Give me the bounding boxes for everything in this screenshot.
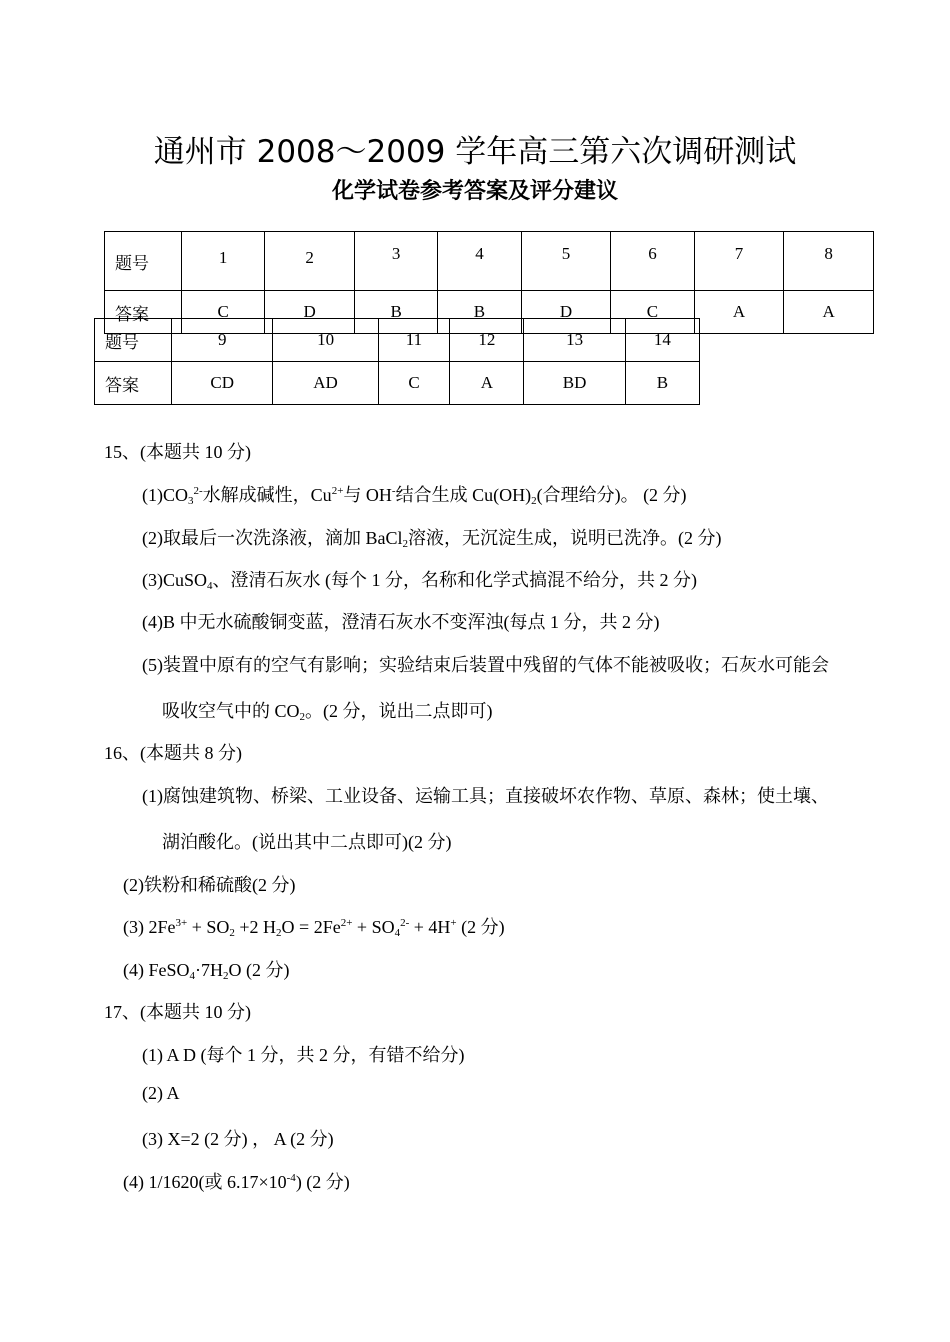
subscript: 4 [207,580,213,592]
subscript: 4 [189,970,195,982]
table-cell: 11 [378,319,450,362]
table-cell: AD [273,362,378,405]
table-cell: 7 [694,232,784,291]
question-16-part-1-continued: 湖泊酸化。(说出其中二点即可)(2 分) [162,832,452,852]
table-cell: 8 [784,232,874,291]
text-span: + SO [187,917,230,937]
superscript: - [391,485,396,497]
subscript: 2 [402,538,408,550]
table-cell: 12 [450,319,524,362]
text-span: +2 H [234,917,277,937]
text-span: 、澄清石灰水 (每个 1 分，名称和化学式搞混不给分，共 2 分) [212,570,698,590]
text-span: (2 分) [456,917,505,937]
text-span: + 4H [409,917,451,937]
text-span: (4) 1/1620(或 6.17×10 [123,1172,287,1192]
text-span: 水解成碱性，Cu [202,485,332,505]
question-16-part-1: (1)腐蚀建筑物、桥梁、工业设备、运输工具；直接破坏农作物、草原、森林；使土壤、 [142,786,829,806]
question-16-part-4 [123,956,290,982]
table-cell: 1 [182,232,265,291]
table-cell: 13 [524,319,625,362]
table-row [95,362,700,405]
row-label: 题号 [105,232,182,291]
subscript: 3 [188,495,194,507]
question-17-heading: 17、(本题共 10 分) [104,1002,251,1022]
text-span: 结合生成 Cu(OH) [395,485,532,505]
row-label: 答案 [95,362,172,405]
table-cell: 2 [265,232,355,291]
text-span: + SO [352,917,395,937]
table-cell: A [784,291,874,334]
question-15-part-2 [142,524,722,550]
row-label: 题号 [95,319,172,362]
question-15-part-5: (5)装置中原有的空气有影响；实验结束后装置中残留的气体不能被吸收；石灰水可能会 [142,655,829,675]
superscript: + [450,917,457,929]
text-span: ) (2 分) [295,1172,350,1192]
table-cell: 9 [172,319,273,362]
text-span: 。(2 分，说出二点即可) [305,701,493,721]
text-span: 溶液，无沉淀生成，说明已洗净。(2 分) [408,528,722,548]
table-cell: B [438,291,521,334]
text-span: 吸收空气中的 CO [162,701,300,721]
question-17-part-1: (1) A D (每个 1 分，共 2 分，有错不给分) [142,1045,465,1065]
table-row [95,319,700,362]
text-span: 与 OH [343,485,392,505]
text-span: ·7H [195,960,223,980]
question-15-part-5-continued [162,697,493,723]
table-cell: B [354,291,437,334]
superscript: 2- [400,917,410,929]
question-17-part-2: (2) A [142,1083,180,1103]
table-cell: A [450,362,524,405]
text-span: (合理给分)。 (2 分) [536,485,687,505]
superscript: 2+ [331,485,344,497]
subscript: 4 [394,927,401,939]
table-cell: 4 [438,232,521,291]
table-cell: BD [524,362,625,405]
page-title: 通州市 2008～2009 学年高三第六次调研测试 [153,134,797,170]
superscript: 2+ [340,917,353,929]
text-span: (1)CO [142,485,188,505]
table-cell: C [378,362,450,405]
question-15-part-4: (4)B 中无水硫酸铜变蓝，澄清石灰水不变浑浊(每点 1 分，共 2 分) [142,612,660,632]
subscript: 2 [276,927,282,939]
question-17-part-4 [123,1168,350,1194]
text-span: O = 2Fe [281,917,341,937]
question-16-part-3 [123,913,505,939]
subscript: 2 [229,927,235,939]
text-span: (4) FeSO [123,960,190,980]
table-cell: 5 [521,232,611,291]
table-cell: 3 [354,232,437,291]
superscript: 3+ [175,917,188,929]
table-cell: 6 [611,232,694,291]
question-16-heading: 16、(本题共 8 分) [104,743,242,763]
text-span: (3) 2Fe [123,917,176,937]
table-cell: D [265,291,355,334]
table-cell: C [611,291,694,334]
table-row [105,232,874,291]
superscript: -4 [286,1172,296,1184]
table-cell: C [182,291,265,334]
table-cell: 10 [273,319,378,362]
text-span: (3)CuSO [142,570,208,590]
question-15-part-3 [142,566,697,592]
table-cell: D [521,291,611,334]
table-cell: CD [172,362,273,405]
row-label: 答案 [105,291,182,334]
subscript: 2 [223,970,229,982]
table-cell: A [694,291,784,334]
question-17-part-3: (3) X=2 (2 分) ， A (2 分) [142,1129,334,1149]
question-15-part-1 [142,481,687,507]
subscript: 2 [299,711,306,723]
table-cell: B [625,362,699,405]
table-cell: 14 [625,319,699,362]
superscript: 2- [193,485,203,497]
question-16-part-2: (2)铁粉和稀硫酸(2 分) [123,875,296,895]
text-span: O (2 分) [228,960,290,980]
subscript: 2 [531,495,537,507]
question-15-heading: 15、(本题共 10 分) [104,442,251,462]
text-span: (2)取最后一次洗涤液，滴加 BaCl [142,528,403,548]
answer-table-2 [94,318,700,405]
page-subtitle: 化学试卷参考答案及评分建议 [331,179,618,204]
